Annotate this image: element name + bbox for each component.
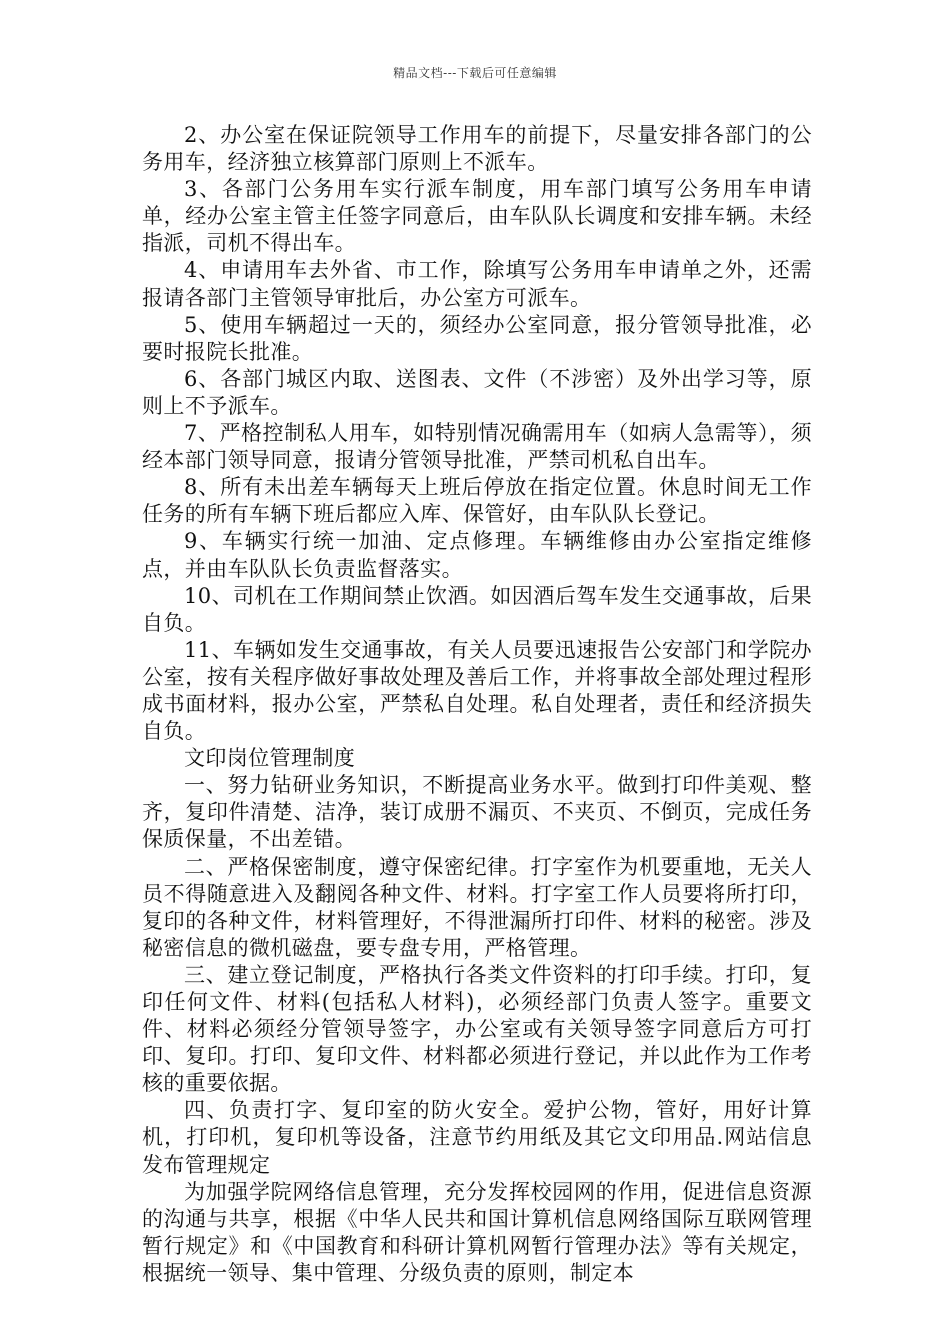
paragraph-website-intro: 为加强学院网络信息管理，充分发挥校园网的作用，促进信息资源的沟通与共享，根据《中华人民共和国计算机信息网络国际互联网管理暂行规定》和《中国教育和科研计算机网暂行管理办法》等有关规定，根据统一领导、集中管理、分级负责的原则，制定本 xyxy=(142,1179,812,1285)
paragraph-rule-6: 6、各部门城区内取、送图表、文件（不涉密）及外出学习等，原则上不予派车。 xyxy=(142,366,812,418)
paragraph-rule-8: 8、所有未出差车辆每天上班后停放在指定位置。休息时间无工作任务的所有车辆下班后都应入库、保管好，由车队队长登记。 xyxy=(142,475,812,527)
paragraph-printing-2: 二、严格保密制度，遵守保密纪律。打字室作为机要重地，无关人员不得随意进入及翻阅各种文件、材料。打字室工作人员要将所打印，复印的各种文件，材料管理好，不得泄漏所打印件、材料的秘密。涉及秘密信息的微机磁盘，要专盘专用，严格管理。 xyxy=(142,854,812,960)
document-body xyxy=(142,122,812,1287)
page-header: 精品文档---下载后可任意编辑 xyxy=(393,66,557,80)
paragraph-printing-3: 三、建立登记制度，严格执行各类文件资料的打印手续。打印，复印任何文件、材料(包括私人材料)，必须经部门负责人签字。重要文件、材料必须经分管领导签字，办公室或有关领导签字同意后方可打印、复印。打印、复印文件、材料都必须进行登记，并以此作为工作考核的重要依据。 xyxy=(142,962,812,1096)
paragraph-rule-2: 2、办公室在保证院领导工作用车的前提下，尽量安排各部门的公务用车，经济独立核算部门原则上不派车。 xyxy=(142,123,812,175)
paragraph-printing-1: 一、努力钻研业务知识，不断提高业务水平。做到打印件美观、整齐，复印件清楚、洁净，装订成册不漏页、不夹页、不倒页，完成任务保质保量，不出差错。 xyxy=(142,773,812,852)
paragraph-rule-4: 4、申请用车去外省、市工作，除填写公务用车申请单之外，还需报请各部门主管领导审批后，办公室方可派车。 xyxy=(142,258,812,310)
paragraph-rule-3: 3、各部门公务用车实行派车制度，用车部门填写公务用车申请单，经办公室主管主任签字同意后，由车队队长调度和安排车辆。未经指派，司机不得出车。 xyxy=(142,177,812,256)
paragraph-printing-4: 四、负责打字、复印室的防火安全。爱护公物，管好，用好计算机，打印机，复印机等设备，注意节约用纸及其它文印用品.网站信息发布管理规定 xyxy=(142,1098,812,1177)
paragraph-rule-7: 7、严格控制私人用车，如特别情况确需用车（如病人急需等），须经本部门领导同意，报请分管领导批准，严禁司机私自出车。 xyxy=(142,421,812,473)
paragraph-rule-9: 9、车辆实行统一加油、定点修理。车辆维修由办公室指定维修点，并由车队队长负责监督落实。 xyxy=(142,529,812,581)
paragraph-rule-11: 11、车辆如发生交通事故，有关人员要迅速报告公安部门和学院办公室，按有关程序做好事故处理及善后工作，并将事故全部处理过程形成书面材料，报办公室，严禁私自处理。私自处理者，责任和经济损失自负。 xyxy=(142,637,812,744)
section-heading-printing: 文印岗位管理制度 xyxy=(184,746,356,771)
paragraph-rule-10: 10、司机在工作期间禁止饮酒。如因酒后驾车发生交通事故，后果自负。 xyxy=(142,583,812,635)
paragraph-rule-5: 5、使用车辆超过一天的，须经办公室同意，报分管领导批准，必要时报院长批准。 xyxy=(142,312,812,364)
